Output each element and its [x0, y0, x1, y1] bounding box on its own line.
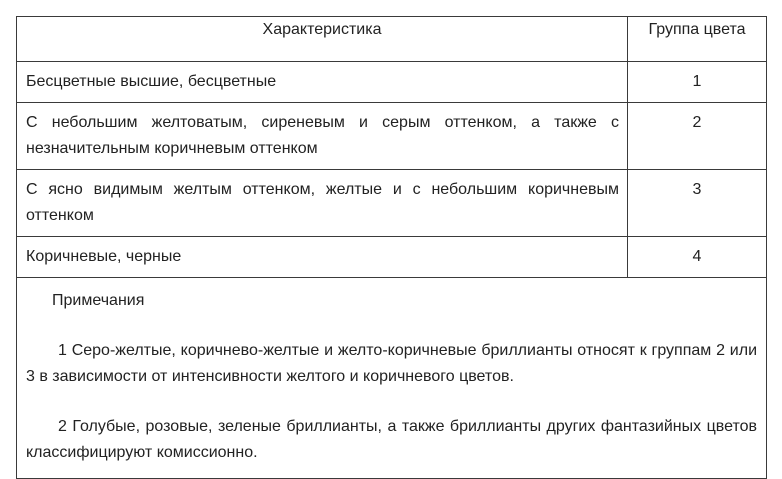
row-color-group: 3: [628, 170, 767, 237]
notes-title: Примечания: [52, 292, 145, 309]
color-group-table: [16, 16, 767, 479]
table-row: [17, 170, 767, 237]
row-characteristic: С ясно видимым желтым оттенком, желтые и с небольшим коричневым оттенком: [17, 170, 628, 237]
table-row: [17, 103, 767, 170]
notes-row: [17, 278, 767, 479]
notes-cell: [17, 278, 767, 479]
row-color-group: 2: [628, 103, 767, 170]
table-row: [17, 237, 767, 278]
row-characteristic: Коричневые, черные: [17, 237, 628, 278]
table-row: [17, 62, 767, 103]
note-item-1: 1 Серо-желтые, коричнево-желтые и желто-коричневые бриллианты относят к группам 2 или 3 в зависимости от интенсивности желтого и коричневого цветов.: [26, 342, 757, 385]
table-header-row: [17, 17, 767, 62]
row-characteristic: Бесцветные высшие, бесцветные: [17, 62, 628, 103]
header-characteristic: Характеристика: [17, 17, 628, 62]
row-color-group: 4: [628, 237, 767, 278]
row-characteristic: С небольшим желтоватым, сиреневым и серым оттенком, а также с незначительным коричневым оттенком: [17, 103, 628, 170]
header-color-group: Группа цвета: [628, 17, 767, 62]
row-color-group: 1: [628, 62, 767, 103]
note-item-2: 2 Голубые, розовые, зеленые бриллианты, а также бриллианты других фантазийных цветов классифицируют комиссионно.: [26, 418, 757, 461]
